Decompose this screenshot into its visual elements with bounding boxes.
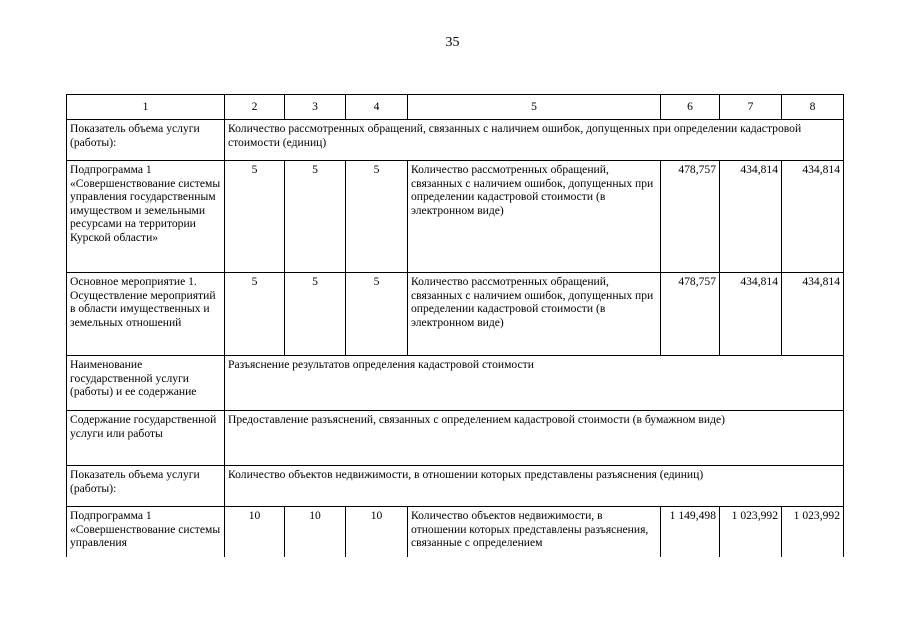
cell-col-4: 5 <box>346 161 408 273</box>
cell-col-8: 434,814 <box>782 273 844 356</box>
row-text: Предоставление разъяснений, связанных с определением кадастровой стоимости (в бумажном виде) <box>225 411 844 466</box>
cell-description: Количество рассмотренных обращений, связанных с наличием ошибок, допущенных при определении кадастровой стоимости (в электронном виде) <box>408 161 661 273</box>
cell-col-4: 5 <box>346 273 408 356</box>
cell-col-4: 10 <box>346 507 408 557</box>
page-number: 35 <box>445 35 460 50</box>
cell-col-6: 478,757 <box>661 161 720 273</box>
main-event-row <box>67 273 844 356</box>
cell-col-2: 10 <box>225 507 285 557</box>
cell-col-7: 1 023,992 <box>720 507 782 557</box>
cell-col-2: 5 <box>225 273 285 356</box>
row-text: Разъяснение результатов определения кадастровой стоимости <box>225 356 844 411</box>
header-col-3: 3 <box>285 95 346 120</box>
cell-description: Количество объектов недвижимости, в отношении которых представлены разъяснения, связанные с определением <box>408 507 661 557</box>
header-col-4: 4 <box>346 95 408 120</box>
header-row <box>67 95 844 120</box>
header-col-1: 1 <box>67 95 225 120</box>
row-text: Количество объектов недвижимости, в отношении которых представлены разъяснения (единиц) <box>225 466 844 507</box>
header-col-8: 8 <box>782 95 844 120</box>
indicator-row <box>67 120 844 161</box>
row-label: Подпрограмма 1 «Совершенствование системы управления <box>67 507 225 557</box>
cell-col-8: 434,814 <box>782 161 844 273</box>
service-name-row <box>67 356 844 411</box>
row-label: Наименование государственной услуги (работы) и ее содержание <box>67 356 225 411</box>
indicator-row <box>67 466 844 507</box>
cell-col-6: 1 149,498 <box>661 507 720 557</box>
cell-col-8: 1 023,992 <box>782 507 844 557</box>
row-label: Подпрограмма 1 «Совершенствование системы управления государственным имуществом и земельными ресурсами на территории Курской области» <box>67 161 225 273</box>
cell-col-3: 5 <box>285 273 346 356</box>
row-text: Количество рассмотренных обращений, связанных с наличием ошибок, допущенных при определении кадастровой стоимости (единиц) <box>225 120 844 161</box>
row-label: Содержание государственной услуги или работы <box>67 411 225 466</box>
row-label: Показатель объема услуги (работы): <box>67 120 225 161</box>
cell-col-7: 434,814 <box>720 273 782 356</box>
cell-description: Количество рассмотренных обращений, связанных с наличием ошибок, допущенных при определении кадастровой стоимости (в электронном виде) <box>408 273 661 356</box>
cell-col-3: 5 <box>285 161 346 273</box>
cell-col-3: 10 <box>285 507 346 557</box>
subprogram-row <box>67 161 844 273</box>
cell-col-6: 478,757 <box>661 273 720 356</box>
header-col-6: 6 <box>661 95 720 120</box>
row-label: Основное мероприятие 1. Осуществление мероприятий в области имущественных и земельных отношений <box>67 273 225 356</box>
service-content-row <box>67 411 844 466</box>
header-col-7: 7 <box>720 95 782 120</box>
subprogram-row <box>67 507 844 557</box>
cell-col-2: 5 <box>225 161 285 273</box>
row-label: Показатель объема услуги (работы): <box>67 466 225 507</box>
services-table <box>66 94 844 557</box>
header-col-2: 2 <box>225 95 285 120</box>
header-col-5: 5 <box>408 95 661 120</box>
cell-col-7: 434,814 <box>720 161 782 273</box>
